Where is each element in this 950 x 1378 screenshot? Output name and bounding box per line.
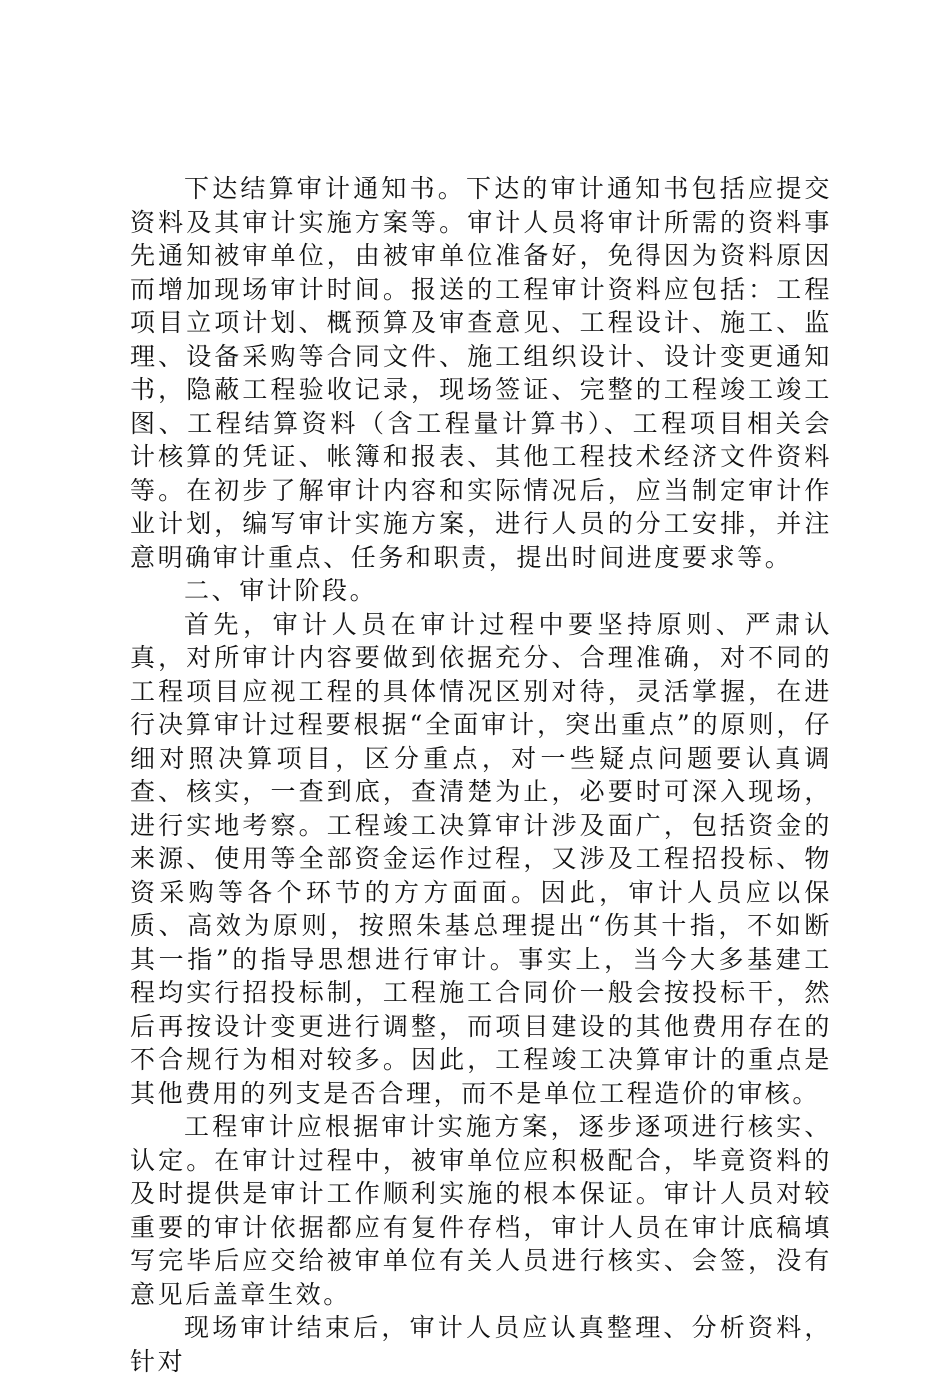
paragraph-notice: 下达结算审计通知书。下达的审计通知书包括应提交资料及其审计实施方案等。审计人员将审计所需的资料事先通知被审单位，由被审单位准备好，免得因为资料原因而增加现场审计时间。报送的工程审计资料应包括：工程项目立项计划、概预算及审查意见、工程设计、施工、监理、设备采购等合同文件、施工组织设计、设计变更通知书，隐蔽工程验收记录，现场签证、完整的工程竣工竣工图、工程结算资料（含工程量计算书）、工程项目相关会计核算的凭证、帐簿和报表、其他工程技术经济文件资料等。在初步了解审计内容和实际情况后，应当制定审计作业计划，编写审计实施方案，进行人员的分工安排，并注意明确审计重点、任务和职责，提出时间进度要求等。	[130, 174, 832, 572]
section-heading-audit-stage: 二、审计阶段。	[184, 576, 378, 605]
paragraph-verification: 工程审计应根据审计实施方案，逐步逐项进行核实、认定。在审计过程中，被审单位应积极配合，毕竟资料的及时提供是审计工作顺利实施的根本保证。审计人员对较重要的审计依据都应有复件存档，审计人员在审计底稿填写完毕后应交给被审单位有关人员进行核实、会签，没有意见后盖章生效。	[130, 1112, 832, 1309]
paragraph-after-onsite: 现场审计结束后，审计人员应认真整理、分析资料，针对	[130, 1313, 832, 1376]
document-body	[130, 172, 832, 1378]
paragraph-principles: 首先，审计人员在审计过程中要坚持原则、严肃认真，对所审计内容要做到依据充分、合理准确，对不同的工程项目应视工程的具体情况区别对待，灵活掌握，在进行决算审计过程要根据“全面审计，突出重点”的原则，仔细对照决算项目，区分重点，对一些疑点问题要认真调查、核实，一查到底，查清楚为止，必要时可深入现场，进行实地考察。工程竣工决算审计涉及面广，包括资金的来源、使用等全部资金运作过程，又涉及工程招投标、物资采购等各个环节的方方面面。因此，审计人员应以保质、高效为原则，按照朱基总理提出“伤其十指，不如断其一指”的指导思想进行审计。事实上，当今大多基建工程均实行招投标制，工程施工合同价一般会按投标干，然后再按设计变更进行调整，而项目建设的其他费用存在的不合规行为相对较多。因此，工程竣工决算审计的重点是其他费用的列支是否合理，而不是单位工程造价的审核。	[130, 609, 832, 1108]
